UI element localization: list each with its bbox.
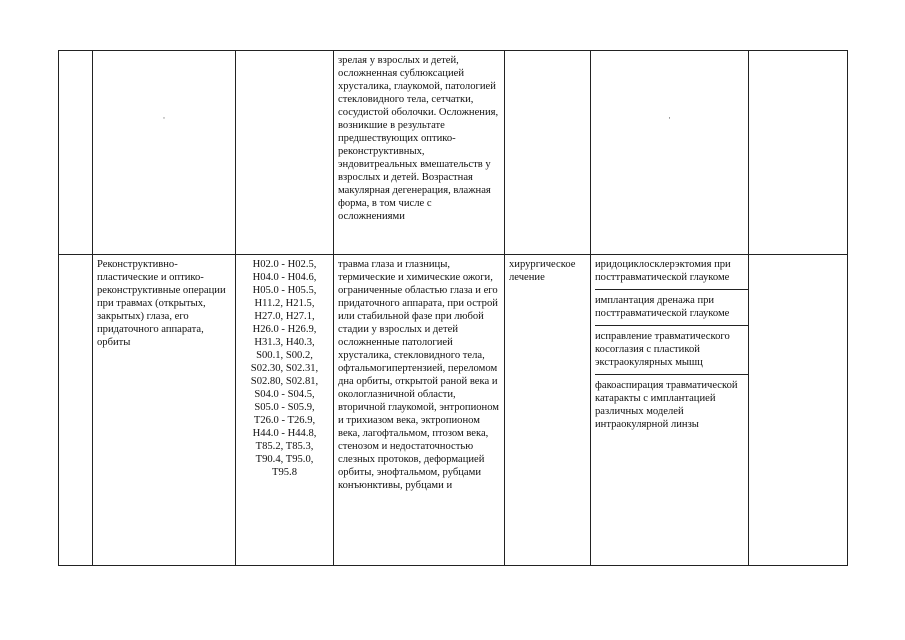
method-item: исправление травматического косоглазия с пластикой экстраокулярных мышц bbox=[595, 330, 748, 375]
scan-mark: · bbox=[162, 113, 166, 123]
code-line: H31.3, H40.3, bbox=[254, 337, 315, 348]
name-cell bbox=[93, 51, 236, 255]
code-line: S05.0 - S05.9, bbox=[254, 402, 315, 413]
code-line: H04.0 - H04.6, bbox=[252, 272, 317, 283]
code-line: T90.4, T95.0, bbox=[255, 454, 314, 465]
code-line: H02.0 - H02.5, bbox=[252, 259, 317, 270]
code-line: T26.0 - T26.9, bbox=[253, 415, 316, 426]
code-line: T85.2, T85.3, bbox=[255, 441, 314, 452]
method-item: иридоциклосклерэктомия при посттравматической глаукоме bbox=[595, 258, 748, 290]
code-line: H27.0, H27.1, bbox=[254, 311, 315, 322]
table-row bbox=[59, 255, 848, 566]
method-item: факоаспирация травматической катаракты с имплантацией различных моделей интраокулярной линзы bbox=[595, 380, 738, 430]
code-line: H44.0 - H44.8, bbox=[252, 428, 317, 439]
methods-cell bbox=[591, 255, 749, 566]
scan-mark: · bbox=[668, 113, 671, 123]
codes-cell bbox=[236, 51, 334, 255]
method-item: имплантация дренажа при посттравматической глаукоме bbox=[595, 294, 748, 326]
code-line: S00.1, S00.2, bbox=[256, 350, 313, 361]
name-cell: Реконструктивно-пластические и оптико-реконструктивные операции при травмах (открытых, закрытых) глаза, его придаточного аппарата, орбиты bbox=[93, 255, 236, 566]
codes-cell bbox=[236, 255, 334, 566]
code-line: H26.0 - H26.9, bbox=[252, 324, 317, 335]
medical-care-table bbox=[58, 50, 848, 566]
code-line: S02.80, S02.81, bbox=[250, 376, 319, 387]
diagnosis-cell: травма глаза и глазницы, термические и химические ожоги, ограниченные областью глаза и его придаточного аппарата, при острой или стабильной фазе при любой стадии у взрослых и детей осложненные патологией хрусталика, стекловидного тела, офтальмогипертензией, переломом дна орбиты, открытой раной века и окологлазничной области, вторичной глаукомой, энтропионом и трихиазом века, эктропионом века, лагофтальмом, птозом века, стенозом и недостаточностью слезных протоков, деформацией орбиты, энофтальмом, рубцами конъюнктивы, рубцами и bbox=[334, 255, 505, 566]
table-row bbox=[59, 51, 848, 255]
methods-cell bbox=[591, 51, 749, 255]
treatment-cell: хирургическое лечение bbox=[505, 255, 591, 566]
norm-cell bbox=[749, 51, 848, 255]
code-line: S04.0 - S04.5, bbox=[254, 389, 315, 400]
code-line: H05.0 - H05.5, bbox=[252, 285, 317, 296]
code-line: S02.30, S02.31, bbox=[250, 363, 319, 374]
row-number-cell bbox=[59, 255, 93, 566]
diagnosis-cell: зрелая у взрослых и детей, осложненная сублюксацией хрусталика, глаукомой, патологией стекловидного тела, сетчатки, сосудистой оболочки. Осложнения, возникшие в результате предшествующих оптико-реконструктивных, эндовитреальных вмешательств у взрослых и детей. Возрастная макулярная дегенерация, влажная форма, в том числе с осложнениями bbox=[334, 51, 505, 255]
row-number-cell bbox=[59, 51, 93, 255]
treatment-cell bbox=[505, 51, 591, 255]
norm-cell bbox=[749, 255, 848, 566]
code-line: T95.8 bbox=[271, 467, 297, 478]
code-line: H11.2, H21.5, bbox=[254, 298, 315, 309]
